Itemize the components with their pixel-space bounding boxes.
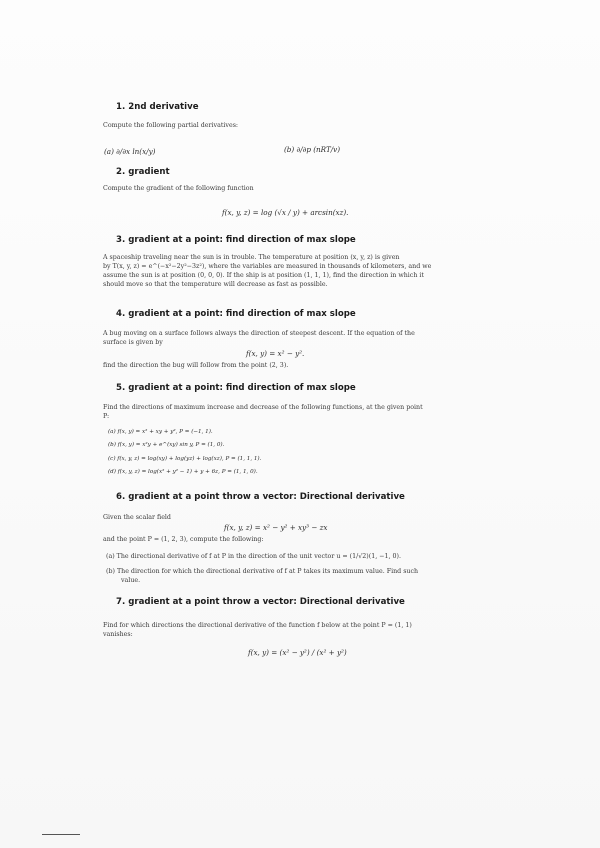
section-6-item-a: (a) The directional derivative of f at P in the direction of the unit vector u = (1/√2)(1, −1, 0).	[106, 553, 401, 560]
section-2-text: Compute the gradient of the following function	[103, 185, 254, 192]
section-1-item-a: (a) ∂/∂x ln(x/y)	[104, 147, 156, 156]
section-3-heading: 3. gradient at a point: find direction of max slope	[116, 235, 356, 245]
section-4-line-1: A bug moving on a surface follows always the direction of steepest descent. If the equation of the	[103, 330, 415, 337]
section-7-formula: f(x, y) = (x² − y²) / (x² + y²)	[248, 648, 347, 657]
section-5-item-d: (d) f(x, y, z) = log(x² + y² − 1) + y + 6z, P = (1, 1, 0).	[108, 469, 258, 475]
section-5-item-a: (a) f(x, y) = x² + xy + y², P = (−1, 1).	[108, 429, 213, 435]
section-5-heading: 5. gradient at a point: find direction of max slope	[116, 383, 356, 393]
section-4-line-3: find the direction the bug will follow from the point (2, 3).	[103, 362, 289, 369]
section-1-heading: 1. 2nd derivative	[116, 102, 199, 112]
section-5-item-c: (c) f(x, y, z) = log(xy) + log(yz) + log(xz), P = (1, 1, 1).	[108, 456, 262, 462]
section-5-item-b: (b) f(x, y) = x²y + e^(xy) sin y, P = (1, 0).	[108, 442, 225, 448]
section-2-formula: f(x, y, z) = log (√x / y) + arcsin(xz).	[222, 208, 349, 217]
section-4-formula: f(x, y) = x² − y².	[246, 349, 305, 358]
section-1-item-b: (b) ∂/∂p (nRT/v)	[284, 145, 341, 154]
section-3-line-2: by T(x, y, z) = e^(−x²−2y²−3z²), where the variables are measured in thousands of kilometers, and we	[103, 263, 432, 270]
section-2-heading: 2. gradient	[116, 167, 170, 177]
section-3-line-4: should move so that the temperature will decrease as fast as possible.	[103, 281, 328, 288]
section-4-heading: 4. gradient at a point: find direction of max slope	[116, 309, 356, 319]
section-3-line-3: assume the sun is at position (0, 0, 0). If the ship is at position (1, 1, 1), find the direction in which it	[103, 272, 424, 279]
section-6-heading: 6. gradient at a point throw a vector: Directional derivative	[116, 492, 405, 502]
section-7-line-1: Find for which directions the directional derivative of the function f below at the point P = (1, 1)	[103, 622, 412, 629]
section-6-line-2: and the point P = (1, 2, 3), compute the following:	[103, 536, 264, 543]
section-1-text: Compute the following partial derivatives:	[103, 122, 239, 129]
section-7-line-2: vanishes:	[103, 631, 133, 638]
section-4-line-2: surface is given by	[103, 339, 163, 346]
section-6-line-1: Given the scalar field	[103, 514, 171, 521]
section-6-item-b-cont: value.	[121, 577, 141, 584]
footer-rule	[42, 834, 80, 835]
section-6-formula: f(x, y, z) = x² − y² + xy³ − zx	[224, 523, 328, 532]
section-6-item-b: (b) The direction for which the directional derivative of f at P takes its maximum value. Find such	[106, 568, 419, 575]
section-7-heading: 7. gradient at a point throw a vector: Directional derivative	[116, 597, 405, 607]
section-5-line-2: P:	[103, 413, 110, 420]
section-5-line-1: Find the directions of maximum increase and decrease of the following functions, at the given point	[103, 404, 423, 411]
section-3-line-1: A spaceship traveling near the sun is in trouble. The temperature at position (x, y, z) is given	[103, 254, 400, 261]
